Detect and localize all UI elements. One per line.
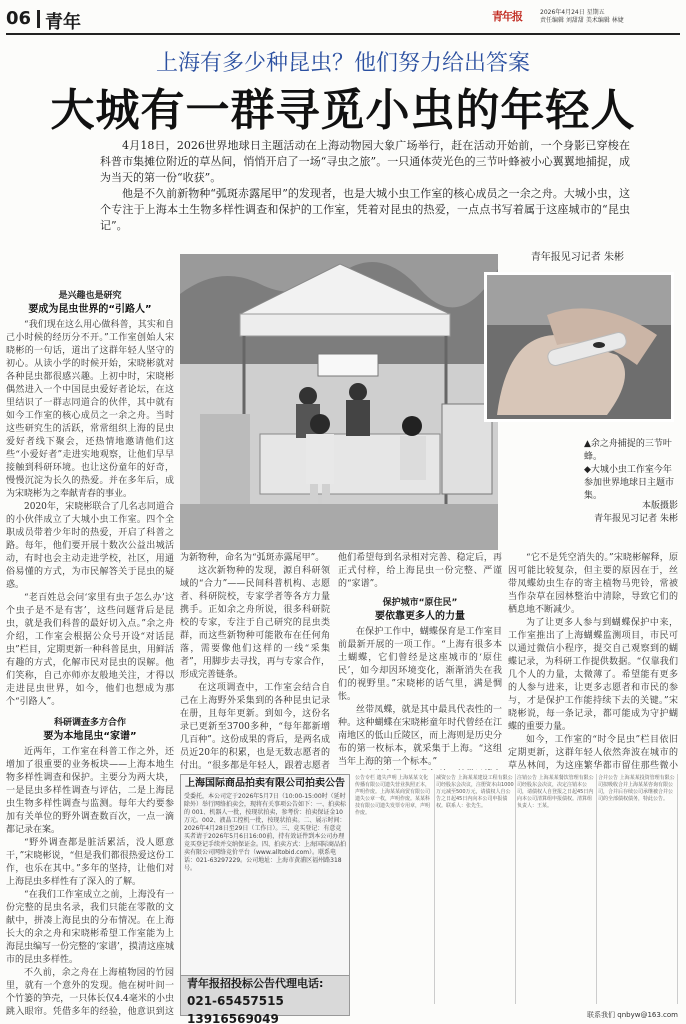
paragraph: 在保护工作中，蝴蝶保育是工作室目前最新开展的一项工作。“上海有很多本土蝴蝶，它们曾经是这座城市的‘原住民’，如今却因环境变化，渐渐消失在我们的视野里。”宋晓彬的话气里，满是惆怅。 — [338, 627, 502, 702]
paragraph: 如今，工作室的“时令昆虫”栏目依旧定期更新，这群年轻人依然奔波在城市的草丛林间，为这座繁华都市留住那些微小 — [508, 735, 678, 770]
hotline-numbers: 021-65457515 13916569049 — [187, 994, 284, 1024]
inset-photo — [484, 272, 674, 422]
classified-column: 合并公告 上海某某投资管理有限公司拟吸收合并上海某某咨询有限公司，合并后存续公司承继被合并公司的全部债权债务，特此公告。 — [597, 774, 678, 1004]
lead-paragraph-1: 4月18日，2026世界地球日主题活动在上海动物园大象广场举行，赶在活动开始前，一个身影已穿梭在科普市集摊位附近的草丛间，悄悄开启了一场“寻虫之旅”。一只通体荧光色的三节叶蜂被小心翼翼地捕捉，成为当天的第一份“收获”。 — [100, 139, 630, 184]
notice-body: 受委托，本公司定于2026年5月7日（10:00-15:00时（延时除外）举行网络拍卖会，现将有关事项公告如下：一、拍卖标的 001、机器人一批，按现状拍卖，参考价：拍卖保证金10万元。002、液晶工控机一批，按现状拍卖。二、展示时间：2026年4月28日至29日（工作日）。三、竞买登记：有意竞买者请于2026年5月6日16:00前，持有效证件到本公司办理竞买登记手续并交纳保证金。四、拍卖方式：上海国际商品拍卖有限公司网络竞价平台（www.alltobid.com）。联系电话：021-63297229。公司地址：上海市黄浦区福州路318号。 — [184, 793, 347, 872]
paragraph: 丝带凤蝶，就是其中最具代表性的一种。这种蝴蝶在宋晓彬童年时代曾经在江南地区的低山丘陵区，而上海则是历史分布的第一枚标本，就采集于上海。“这组当年上海的第一个标本。” — [338, 705, 502, 767]
issue-date: 2026年4月24日 星期五 — [540, 9, 605, 16]
auction-notice — [180, 774, 350, 1024]
header-rule — [6, 33, 680, 35]
paragraph: 2020年，宋晓彬联合了几名志同道合的小伙伴成立了大城小虫工作室。四个全职成员带着少年时的热爱，开启了科普之路。每年，他们要开展十数次公益出城活动，有时也会主动走进学校，社区，用通俗易懂的方式，为市民解答关于昆虫的疑惑。 — [6, 502, 174, 590]
section-heading: 要成为昆虫世界的“引路人” — [28, 304, 152, 315]
article-column-2 — [180, 552, 330, 770]
article-subhead: 上海有多少种昆虫？他们努力给出答案 — [155, 51, 530, 76]
article-column-4 — [508, 552, 678, 770]
editors: 责任编辑 刘甜甜 美术编辑 林婕 — [540, 17, 624, 24]
photo-caption: ◆大城小虫工作室今年参加世界地球日主题市集。 — [584, 465, 675, 501]
paragraph: 在这项调查中，工作室会结合自己在上海野外采集到的各种昆虫记录在册，且每年更新。到如今，这份名录已更新至3700多种，“每年都新增几百种”。这份成果的背后，是两名成员近20年的积累，也是无数志愿者的付出。“很多都是年轻人，跟着志愿者 — [180, 683, 330, 770]
article-headline: 大城有一群寻觅小虫的年轻人 — [50, 85, 636, 136]
section-heading: 要依靠更多人的力量 — [375, 611, 465, 622]
article-column-1 — [6, 288, 174, 1016]
classified-column: 公告专栏 遗失声明 上海某某文化传播有限公司遗失营业执照正本，声明作废。上海某某商贸有限公司遗失公章一枚，声明作废。某某科技有限公司遗失发票专用章，声明作废。 — [354, 774, 435, 1004]
section-kicker: 是兴趣也是研究 — [58, 291, 122, 301]
section-kicker: 保护城市“原住民” — [382, 598, 458, 608]
paragraph: 这次新物种的发现，源自科研领域的“合力”——民间科普机构、志愿者、科研院校，专家学者等各方力量携手。正如余之舟所说，很多科研院校的专家，专注于自己研究的昆虫类群，而这些新物种可能散布在任何角落，需要像他们这样的一线“采集者”，用脚步去寻找，再与专家合作，形成完善链条。 — [180, 566, 330, 680]
paragraph: 为了让更多人参与到蝴蝶保护中来，工作室推出了上海蝴蝶监测项目，市民可以通过微信小程序，提交自己观察到的蝴蝶记录，为科研工作提供数据。“仅靠我们几个人的力量，太微薄了。希望能有更多的人参与进来，让更多志愿者和市民的参与，才是保护工作能持续下去的关键。”宋晓彬说，每一条记录，都可能成为守护蝴蝶的重要力量。 — [508, 618, 678, 732]
paragraph: 为新物种，命名为“弧斑赤露尾甲”。 — [180, 553, 325, 563]
credit-line: 青年报见习记者 朱彬 — [594, 514, 678, 524]
page-number: 06 — [6, 8, 32, 29]
paragraph: 近两年，工作室在科普工作之外，还增加了很重要的业务板块——上海本地生物多样性调查和保护。主要分为两大块，一是昆虫多样性调查与评估，二是上海昆虫生物多样性调查与监测。每年大约要参加有关单位的野外调查数百次，一点一滴都记录在案。 — [6, 747, 174, 835]
classified-column: 减资公告 上海某某建设工程有限公司经股东会决议，注册资本由1000万元减至500万元，请债权人自公告之日起45日内向本公司申报债权。联系人：张先生。 — [435, 774, 516, 1004]
photo-credit — [560, 500, 678, 526]
paragraph: 他们希望每到名录相对完善、稳定后，再正式付梓，给上海昆虫一份完整、严谨的“家谱”。 — [338, 553, 502, 589]
credit-line: 本版摄影 — [641, 501, 678, 511]
paragraph — [338, 769, 502, 770]
main-photo — [180, 254, 498, 550]
ad-hotline-box — [181, 975, 349, 1024]
article-column-3 — [338, 552, 502, 770]
page-footer: 联系我们 qnbyw@163.com — [587, 1011, 678, 1019]
byline: 青年报见习记者 朱彬 — [530, 252, 624, 263]
section-kicker: 科研调查多方合作 — [53, 718, 126, 728]
classified-column: 注销公告 上海某某餐饮管理有限公司经股东会决议，决定注销本公司，请债权人自登报之日起45日内向本公司清算组申报债权。清算组负责人：王某。 — [516, 774, 597, 1004]
header-divider — [37, 10, 40, 28]
paragraph: 不久前，余之舟在上海植物园的竹园里，就有一个意外的发现。他在树叶间一个竹篓的笋壳，一只体长仅4.4毫米的小虫跳入眼帘。凭借多年的经验，他意识到这 — [6, 968, 174, 1016]
header-meta — [540, 9, 680, 25]
section-heading: 要为本地昆虫“家谱” — [43, 731, 137, 742]
inset-photo-illustration — [487, 275, 671, 419]
paragraph: “老百姓总会问‘家里有虫子怎么办’这个虫子是不是有害’，这些问题背后是昆虫，就是我们科普的最好切入点。”余之舟介绍，工作室会根据公众号开设“对话昆虫”栏目，定期更新一种科普昆虫，用鲜活有趣的方式，化解市民对昆虫的误解。他们笑称，自己亦师亦友般地关注，才得以走进昆虫世界，如今，他们也想成为那个“引路人”。 — [6, 593, 174, 707]
hotline-label: 青年报招投标公告代理电话: — [187, 977, 324, 990]
paragraph: “在我们工作室成立之前，上海没有一份完整的昆虫名录，我们只能在零散的文献中，拼凑上海昆虫的分布情况。在上海长大的余之舟和宋晓彬希望工作室能为上海昆虫编写一份完整的‘家谱’，摸清这座城市的昆虫多样性。 — [6, 890, 174, 965]
paragraph: “野外调查都是脏活累活，没人愿意干，”宋晓彬说，“但是我们都很热爱这份工作，也乐在其中。”多年的坚持，让他们对上海昆虫多样性有了深入的了解。 — [6, 838, 174, 887]
newspaper-logo: 青年报 — [492, 10, 522, 23]
section-name: 青年 — [45, 12, 81, 33]
classifieds-section — [354, 774, 678, 1004]
paragraph: “我们现在这么用心做科普，其实和自己小时候的经历分不开。”工作室创始人宋晓彬的一句话，道出了这群年轻人坚守的初心。从读小学的时候开始，宋晓彬就对各种昆虫都很感兴趣。上初中时，宋晓彬偶然进入一个中国昆虫爱好者论坛，在这里结识了一群志同道合的伙伴，其中就有如今工作室的核心成员之一余之舟。当时这些研究生的活跃，常常组织上海的昆虫爱好者线下聚会，还热情地邀请他们这些“小爱好者”走进实地观察，让他们早早接触到科研环境。也让这份童年的好奇，慢慢沉淀为长久的热爱。并在多年后，成为宋晓彬为之奉献青春的事业。 — [6, 320, 174, 499]
notice-title: 上海国际商品拍卖有限公司拍卖公告 — [185, 778, 345, 789]
lead-paragraph-2: 他是不久前新物种“弧斑赤露尾甲”的发现者，也是大城小虫工作室的核心成员之一余之舟。大城小虫，这个专注于上海本土生物多样性调查和保护的工作室，凭着对昆虫的热爱，一点点书写着属于这座城市的“昆虫记”。 — [100, 187, 630, 232]
inset-caption: ▲余之舟捕捉的三节叶蜂。 — [584, 439, 672, 462]
main-photo-illustration — [180, 254, 498, 550]
paragraph: “它不是凭空消失的。”宋晓彬解释，原因可能比较复杂，但主要的原因在于，丝带凤蝶幼虫生存的寄主植物马兜铃，常被当作杂草在园林整治中清除，导致它们的栖息地不断减少。 — [508, 553, 678, 615]
